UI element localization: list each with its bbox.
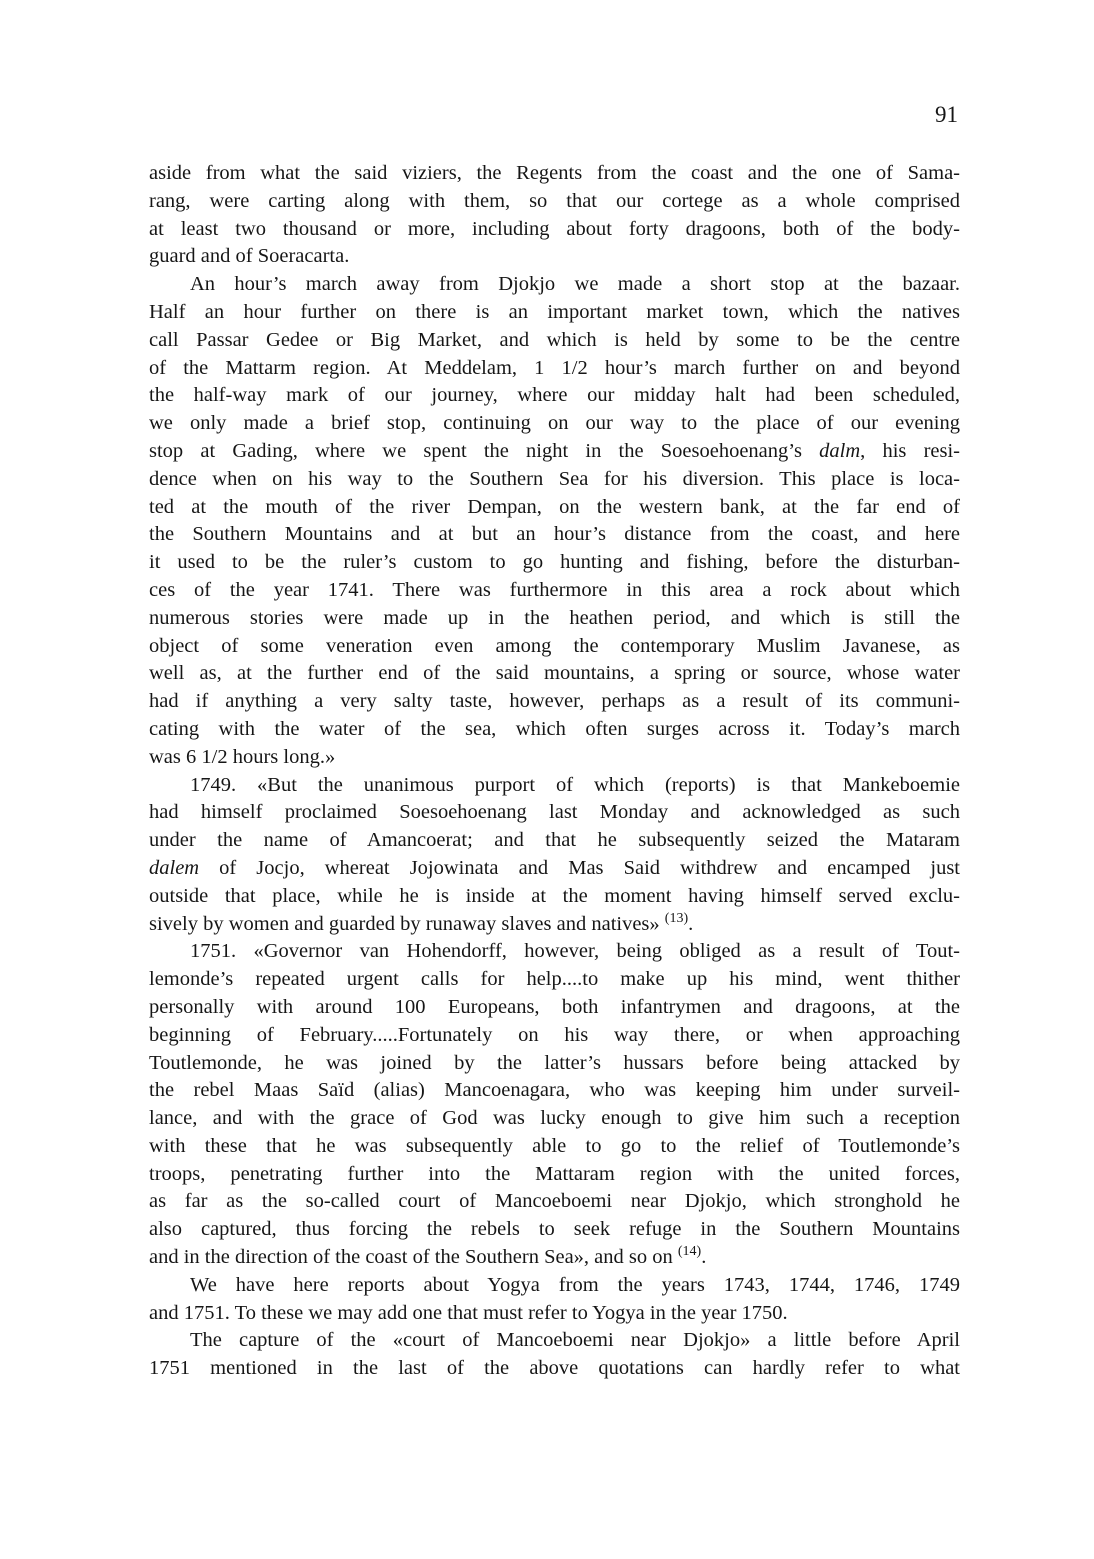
text-line: dalem of Jocjo, whereat Jojowinata and Mas Said withdrew and encamped just — [149, 856, 960, 879]
text-line: Toutlemonde, he was joined by the latter’s hussars before being attacked by — [149, 1051, 960, 1074]
text-line: under the name of Amancoerat; and that he subsequently seized the Mataram — [149, 829, 960, 852]
paragraph-start-line: The capture of the «court of Mancoeboemi near Djokjo» a little before April — [190, 1329, 960, 1352]
text-line: lemonde’s repeated urgent calls for help....to make up his mind, went thither — [149, 968, 960, 991]
text-line: object of some veneration even among the contemporary Muslim Javanese, as — [149, 634, 960, 657]
text-line: also captured, thus forcing the rebels to seek refuge in the Southern Mountains — [149, 1218, 960, 1241]
paragraph-start-line: An hour’s march away from Djokjo we made a short stop at the bazaar. — [190, 273, 960, 296]
text-line: ces of the year 1741. There was furthermore in this area a rock about which — [149, 578, 960, 601]
text-line: lance, and with the grace of God was lucky enough to give him such a reception — [149, 1107, 960, 1130]
text-line: stop at Gading, where we spent the night in the Soesoehoenang’s dalm, his resi- — [149, 439, 960, 462]
text-line: rang, were carting along with them, so that our cortege as a whole comprised — [149, 189, 960, 212]
text-line: dence when on his way to the Southern Sea for his diversion. This place is loca- — [149, 467, 960, 490]
text-line: outside that place, while he is inside at the moment having himself served exclu- — [149, 884, 960, 907]
text-line: was 6 1/2 hours long.» — [149, 745, 336, 768]
italic-term: dalem — [149, 856, 200, 879]
text-line: at least two thousand or more, including about forty dragoons, both of the body- — [149, 217, 960, 240]
text-line: as far as the so-called court of Mancoeboemi near Djokjo, which stronghold he — [149, 1190, 960, 1213]
footnote-reference: (13) — [664, 910, 689, 926]
footnote-reference: (14) — [677, 1244, 702, 1260]
italic-term: dalm — [819, 439, 861, 462]
text-line: had if anything a very salty taste, however, perhaps as a result of its communi- — [149, 690, 960, 713]
text-line: personally with around 100 Europeans, both infantrymen and dragoons, at the — [149, 995, 960, 1018]
text-line: numerous stories were made up in the heathen period, and which is still the — [149, 606, 960, 629]
text-line: ted at the mouth of the river Dempan, on the western bank, at the far end of — [149, 495, 960, 518]
paragraph-start-line: 1751. «Governor van Hohendorff, however, being obliged as a result of Tout- — [190, 940, 960, 963]
text-line: and in the direction of the coast of the Southern Sea», and so on $^{(14)}$. — [149, 1244, 707, 1269]
text-line: the rebel Maas Saïd (alias) Mancoenagara, who was keeping him under surveil- — [149, 1079, 960, 1102]
text-line: it used to be the ruler’s custom to go hunting and fishing, before the disturban- — [149, 551, 960, 574]
page-number: 91 — [935, 102, 958, 127]
text-line: had himself proclaimed Soesoehoenang last Monday and acknowledged as such — [149, 801, 960, 824]
text-line: call Passar Gedee or Big Market, and which is held by some to be the centre — [149, 328, 960, 351]
text-line: beginning of February.....Fortunately on his way there, or when approaching — [149, 1023, 960, 1046]
paragraph-start-line: 1749. «But the unanimous purport of which (reports) is that Mankeboemie — [190, 773, 960, 796]
text-line: Half an hour further on there is an important market town, which the natives — [149, 300, 960, 323]
text-line: cating with the water of the sea, which often surges across it. Today’s march — [149, 717, 960, 740]
body-text — [149, 160, 960, 1383]
text-line: the Southern Mountains and at but an hour’s distance from the coast, and here — [149, 523, 960, 546]
text-line: sively by women and guarded by runaway slaves and natives» $^{(13)}$. — [149, 910, 694, 935]
text-line: of the Mattarm region. At Meddelam, 1 1/2 hour’s march further on and beyond — [149, 356, 960, 379]
text-line: and 1751. To these we may add one that must refer to Yogya in the year 1750. — [149, 1301, 788, 1324]
text-line: we only made a brief stop, continuing on our way to the place of our evening — [149, 412, 960, 435]
text-line: aside from what the said viziers, the Regents from the coast and the one of Sama- — [149, 162, 960, 184]
text-line: the half-way mark of our journey, where our midday halt had been scheduled, — [149, 384, 960, 407]
text-line: 1751 mentioned in the last of the above quotations can hardly refer to what — [149, 1357, 960, 1380]
paragraph-start-line: We have here reports about Yogya from the years 1743, 1744, 1746, 1749 — [190, 1273, 960, 1296]
text-line: well as, at the further end of the said mountains, a spring or source, whose water — [149, 662, 960, 685]
text-line: guard and of Soeracarta. — [149, 245, 350, 268]
text-line: troops, penetrating further into the Mattaram region with the united forces, — [149, 1162, 960, 1185]
text-line: with these that he was subsequently able to go to the relief of Toutlemonde’s — [149, 1134, 960, 1157]
